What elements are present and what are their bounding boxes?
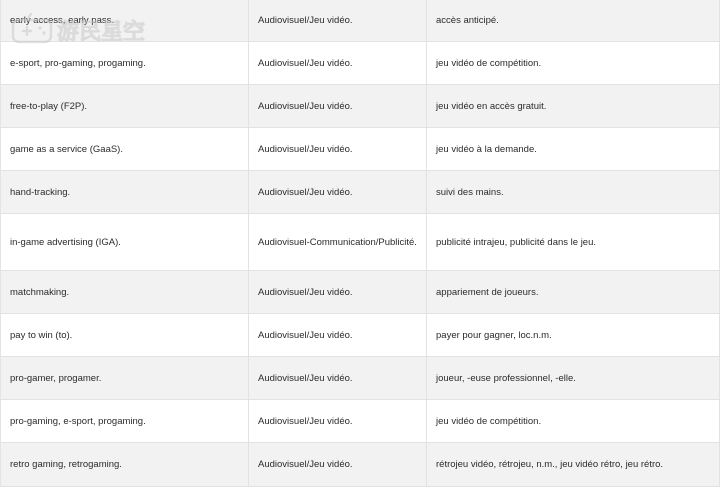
translation-cell: publicité intrajeu, publicité dans le jeu. xyxy=(427,214,720,270)
translation-cell: jeu vidéo à la demande. xyxy=(427,128,720,170)
table-row xyxy=(1,42,720,85)
term-cell: pro-gamer, progamer. xyxy=(1,357,249,399)
translation-cell: payer pour gagner, loc.n.m. xyxy=(427,314,720,356)
term-cell: e-sport, pro-gaming, progaming. xyxy=(1,42,249,84)
domain-cell: Audiovisuel/Jeu vidéo. xyxy=(249,85,427,127)
term-cell: pay to win (to). xyxy=(1,314,249,356)
domain-cell: Audiovisuel/Jeu vidéo. xyxy=(249,400,427,442)
term-cell: hand-tracking. xyxy=(1,171,249,213)
translation-cell: rétrojeu vidéo, rétrojeu, n.m., jeu vidéo rétro, jeu rétro. xyxy=(427,443,720,486)
translation-cell: jeu vidéo de compétition. xyxy=(427,400,720,442)
table-row xyxy=(1,85,720,128)
translation-cell: joueur, -euse professionnel, -elle. xyxy=(427,357,720,399)
term-cell: matchmaking. xyxy=(1,271,249,313)
table-row xyxy=(1,271,720,314)
term-cell: game as a service (GaaS). xyxy=(1,128,249,170)
term-cell: free-to-play (F2P). xyxy=(1,85,249,127)
domain-cell: Audiovisuel/Jeu vidéo. xyxy=(249,42,427,84)
term-cell: in-game advertising (IGA). xyxy=(1,214,249,270)
domain-cell: Audiovisuel/Jeu vidéo. xyxy=(249,357,427,399)
table-row xyxy=(1,0,720,42)
translation-cell: jeu vidéo de compétition. xyxy=(427,42,720,84)
domain-cell: Audiovisuel/Jeu vidéo. xyxy=(249,314,427,356)
table-row xyxy=(1,128,720,171)
table-row xyxy=(1,214,720,271)
domain-cell: Audiovisuel-Communication/Publicité. xyxy=(249,214,427,270)
translation-cell: appariement de joueurs. xyxy=(427,271,720,313)
table-row xyxy=(1,400,720,443)
domain-cell: Audiovisuel/Jeu vidéo. xyxy=(249,271,427,313)
table-row xyxy=(1,314,720,357)
translation-cell: accès anticipé. xyxy=(427,0,720,41)
table-row xyxy=(1,171,720,214)
watermark-text: 游民星空 xyxy=(57,20,146,45)
term-cell: pro-gaming, e-sport, progaming. xyxy=(1,400,249,442)
domain-cell: Audiovisuel/Jeu vidéo. xyxy=(249,443,427,486)
term-cell: retro gaming, retrogaming. xyxy=(1,443,249,486)
table-row xyxy=(1,357,720,400)
domain-cell: Audiovisuel/Jeu vidéo. xyxy=(249,0,427,41)
translation-cell: jeu vidéo en accès gratuit. xyxy=(427,85,720,127)
term-cell: early access, early pass. xyxy=(1,0,249,41)
translation-cell: suivi des mains. xyxy=(427,171,720,213)
domain-cell: Audiovisuel/Jeu vidéo. xyxy=(249,171,427,213)
table-row xyxy=(1,443,720,487)
domain-cell: Audiovisuel/Jeu vidéo. xyxy=(249,128,427,170)
